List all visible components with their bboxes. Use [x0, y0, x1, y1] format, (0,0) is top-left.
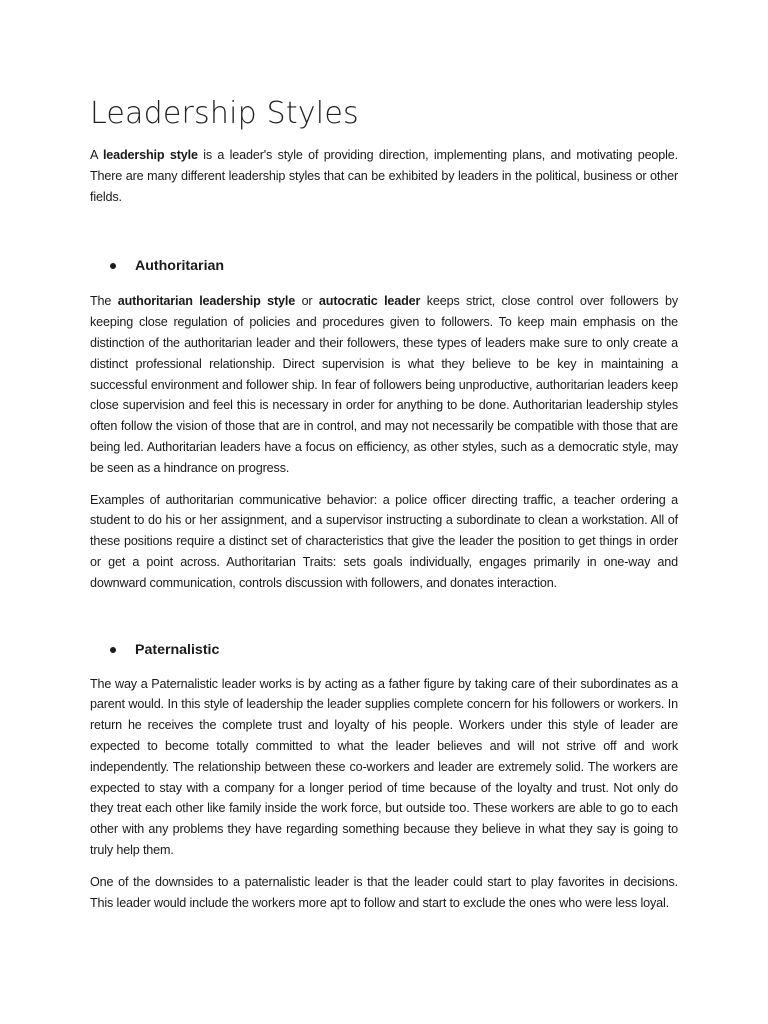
auth-bold-term-2: autocratic leader [318, 294, 421, 309]
intro-text-1: A [90, 148, 103, 162]
intro-text-2: is a leader's style of providing direction, implementing plans, and motivating people. There are many different leadership styles that can be exhibited by leaders in the political, business or other fields. [90, 148, 678, 204]
auth-text-3: keeps strict, close control over followers by keeping close regulation of policies and procedures given to followers. To keep main emphasis on the distinction of the authoritarian leader and their followers, these types of leaders make sure to only create a distinct professional relationship. Direct supervision is what they believe to be key in maintaining a successful environment and follower ship. In fear of followers being unproductive, authoritarian leaders keep close supervision and feel this is necessary in order for anything to be done. Authoritarian leadership styles often follow the vision of those that are in control, and may not necessarily be compatible with those that are being led. Authoritarian leaders have a focus on efficiency, as other styles, such as a democratic style, may be seen as a hindrance on progress. [90, 294, 678, 475]
bullet-icon [110, 263, 116, 269]
page-title: Leadership Styles [90, 96, 359, 131]
paternalistic-paragraph-1: The way a Paternalistic leader works is by acting as a father figure by taking care of their subordinates as a parent would. In this style of leadership the leader supplies complete concern for his followers or workers. In return he receives the complete trust and loyalty of his people. Workers under this style of leader are expected to become totally committed to what the leader believes and will not strive off and work independently. The relationship between these co-workers and leader are extremely solid. The workers are expected to stay with a company for a longer period of time because of the loyalty and trust. Not only do they treat each other like family inside the work force, but outside too. These workers are able to go to each other with any problems they have regarding something because they believe in what they say is going to truly help them. [90, 676, 678, 857]
section-heading-paternalistic [110, 640, 678, 660]
authoritarian-paragraph-2: Examples of authoritarian communicative behavior: a police officer directing traffic, a teacher ordering a student to do his or her assignment, and a supervisor instructing a subordinate to clean a workstation. All of these positions require a distinct set of characteristics that give the leader the position to get things in order or get a point across. Authoritarian Traits: sets goals individually, engages primarily in one-way and downward communication, controls discussion with followers, and donates interaction. [90, 492, 678, 590]
intro-paragraph [90, 145, 678, 207]
document-body [90, 92, 678, 913]
section-heading-label: Authoritarian [135, 258, 225, 275]
section-heading-label: Paternalistic [135, 641, 220, 658]
paternalistic-paragraph-2: One of the downsides to a paternalistic leader is that the leader could start to play favorites in decisions. This leader would include the workers more apt to follow and start to exclude the ones who were less loyal. [90, 874, 678, 910]
authoritarian-paragraph-1 [90, 291, 678, 478]
auth-text-2: or [295, 294, 319, 309]
bullet-icon [110, 647, 116, 653]
auth-bold-term-1: authoritarian leadership style [117, 294, 296, 309]
section-heading-authoritarian [110, 256, 678, 276]
auth-text-1: The [90, 294, 118, 309]
intro-bold-term: leadership style [102, 148, 198, 162]
